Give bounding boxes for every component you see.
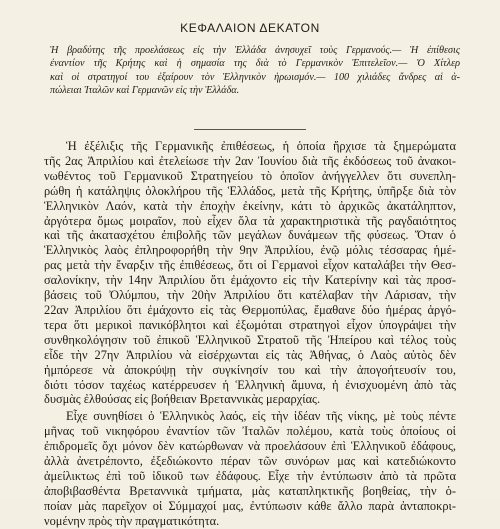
text-line: ἀποβιβασθέντα Βρεταννικὰ τμήματα, μὰς καταπληκτικῆς βοηθείας, τὴν ὁ-: [44, 483, 456, 498]
text-line: νωθέντος τοῦ Γερμανικοῦ Στρατηγείου τὸ ὁποῖον ἀνήγγελλεν ὅτι συνεπλη-: [44, 168, 456, 183]
text-line: συνθηκολόγησιν τοῦ ἐπικοῦ Ἑλληνικοῦ Στρατοῦ τῆς Ἠπείρου καὶ τέλος τοὺς: [44, 332, 456, 347]
text-line: διότι τόσον ταχέως κατέρρευσεν ἡ Ἑλληνικὴ ἄμυνα, ἡ ἐνισχυομένη ἀπὸ τὰς: [44, 377, 456, 392]
text-line: Εἶχε συνηθίσει ὁ Ἑλληνικὸς λαός, εἰς τὴν ἰδέαν τῆς νίκης, μὲ τοὺς πέντε: [66, 409, 456, 424]
text-line: τῆς 2ας Ἀπριλίου καὶ ἐτελείωσε τὴν 2αν Ἰουνίου διὰ τῆς ἐκδόσεως τοῦ ἀνακοι-: [44, 153, 456, 168]
text-line: ἀργότερα ὅμως μοιραῖον, ποὺ εἶχεν ὅλα τὰ χαρακτηριστικὰ τῆς ραγδαιότητος: [44, 213, 456, 228]
paragraph: [44, 409, 456, 528]
text-line: ρας μετὰ τὴν ἔναρξιν τῆς ἐπιθέσεως, ὅτι οἱ Γερμανοὶ εἶχον καταλάβει τὴν Θεσ-: [44, 258, 456, 273]
text-line: ποίαν μὰς παρεῖχον οἱ Σύμμαχοί μας, ἐντύπωσιν κάθε ἄλλο παρὰ ἀνταποκρι-: [44, 498, 456, 513]
text-line: ἐπιδρομεῖς ὄχι μόνον δὲν κατώρθωναν νὰ προελάσουν ἐπὶ Ἑλληνικοῦ ἐδάφους,: [44, 439, 456, 454]
text-line: βάσεις τοῦ Ὀλύμπου, τὴν 20ὴν Ἀπριλίου ὅτι κατέλαβαν τὴν Λάρισαν, τὴν: [44, 288, 456, 303]
chapter-body: [44, 139, 456, 529]
summary-line: πώλειαι Ἰταλῶν καὶ Γερμανῶν εἰς τὴν Ἑλλάδα.: [50, 84, 240, 96]
chapter-title: ΚΕΦΑΛΑΙΟΝ ΔΕΚΑΤΟΝ: [180, 21, 320, 35]
text-line: δυσμὰς ἐλθούσας εἰς βοήθειαν Βρεταννικὰς μεραρχίας.: [44, 392, 321, 407]
text-line: ρώθη ἡ κατάληψις ὁλοκλήρου τῆς Ἑλλάδος, μετὰ τῆς Κρήτης, ὑπῆρξε διὰ τὸν: [44, 183, 456, 198]
summary-line: καὶ οἱ στρατηγοί του ἐξαίρουν τὸν Ἑλληνικὸν ἡρωισμόν.— 100 χιλιάδες ἄνδρες αἱ ἀ-: [50, 71, 460, 83]
summary-line: ἐναντίον τῆς Κρήτης καὶ ἡ σημασία της διὰ τὸ Γερμανικὸν Ἐπιτελεῖον.— Ὁ Χίτλερ: [50, 58, 460, 70]
text-line: καὶ τῆς ἀκατασχέτου ἐπιβολῆς τῶν μεγάλων δυνάμεων τῆς φύσεως. Ὅταν ὁ: [44, 228, 456, 243]
text-line: Ἑλληνικὸν Λαόν, κατὰ τὴν ἐποχὴν ἐκείνην, κάτι τὸ ἀρχικῶς ἀκατάληπτον,: [44, 198, 456, 213]
text-line: νομένην πρὸς τὴν πραγματικότητα.: [44, 513, 220, 528]
text-line: 22αν Ἀπριλίου ὅτι ἐμάχοντο εἰς τὰς Θερμοπύλας, ἔμαθανε δύο ἡμέρας ἀργό-: [44, 302, 456, 317]
text-line: μῆνας τοῦ νικηφόρου ἐναντίον τῶν Ἰταλῶν πολέμου, κατὰ τοὺς ὁποίους οἱ: [44, 424, 456, 439]
text-line: εἶδε τὴν 27ην Ἀπριλίου νὰ εἰσέρχωνται εἰς τὰς Ἀθήνας, ὁ Λαὸς αὐτὸς δὲν: [44, 347, 456, 362]
text-line: ἠμπόρεσε νὰ ἀποκρύψῃ τὴν συγκίνησίν του καὶ τὴν ἀπογοήτευσίν του,: [44, 362, 456, 377]
text-line: ἀλλὰ ἀνετρέποντο, ἐξεδιώκοντο πέραν τῶν συνόρων μας καὶ κατεδιώκοντο: [44, 454, 456, 469]
text-line: Ἡ ἐξέλιξις τῆς Γερμανικῆς ἐπιθέσεως, ἡ ὁποία ἤρχισε τὰ ξημερώματα: [66, 139, 456, 153]
chapter-summary: [50, 44, 460, 97]
text-line: σαλονίκην, τὴν 14ην Ἀπριλίου ὅτι ἐμάχοντο εἰς τὴν Κατερίνην καὶ τὰς προσ-: [44, 273, 456, 288]
summary-line: Ἡ βραδύτης τῆς προελάσεως εἰς τὴν Ἑλλάδα ἀνησυχεῖ τοὺς Γερμανούς.— Ἡ ἐπίθεσις: [50, 45, 460, 56]
paragraph: [44, 139, 456, 407]
text-line: Ἑλληνικὸς λαὸς ἐπληροφορήθη τὴν 9ην Ἀπριλίου, ἐνῷ μόλις τέσσαρας ἡμέ-: [44, 243, 456, 258]
section-divider: [194, 129, 306, 130]
text-line: τερα ὅτι μερικοὶ πανικόβλητοι καὶ ἐξωμόται στρατηγοὶ εἶχον ὑπογράψει τὴν: [44, 317, 456, 332]
text-line: ἀμείλικτως ἐπὶ τοῦ ἰδικοῦ των ἐδάφους. Εἶχε τὴν ἐντύπωσιν ἀπὸ τὰ πρῶτα: [44, 468, 456, 483]
